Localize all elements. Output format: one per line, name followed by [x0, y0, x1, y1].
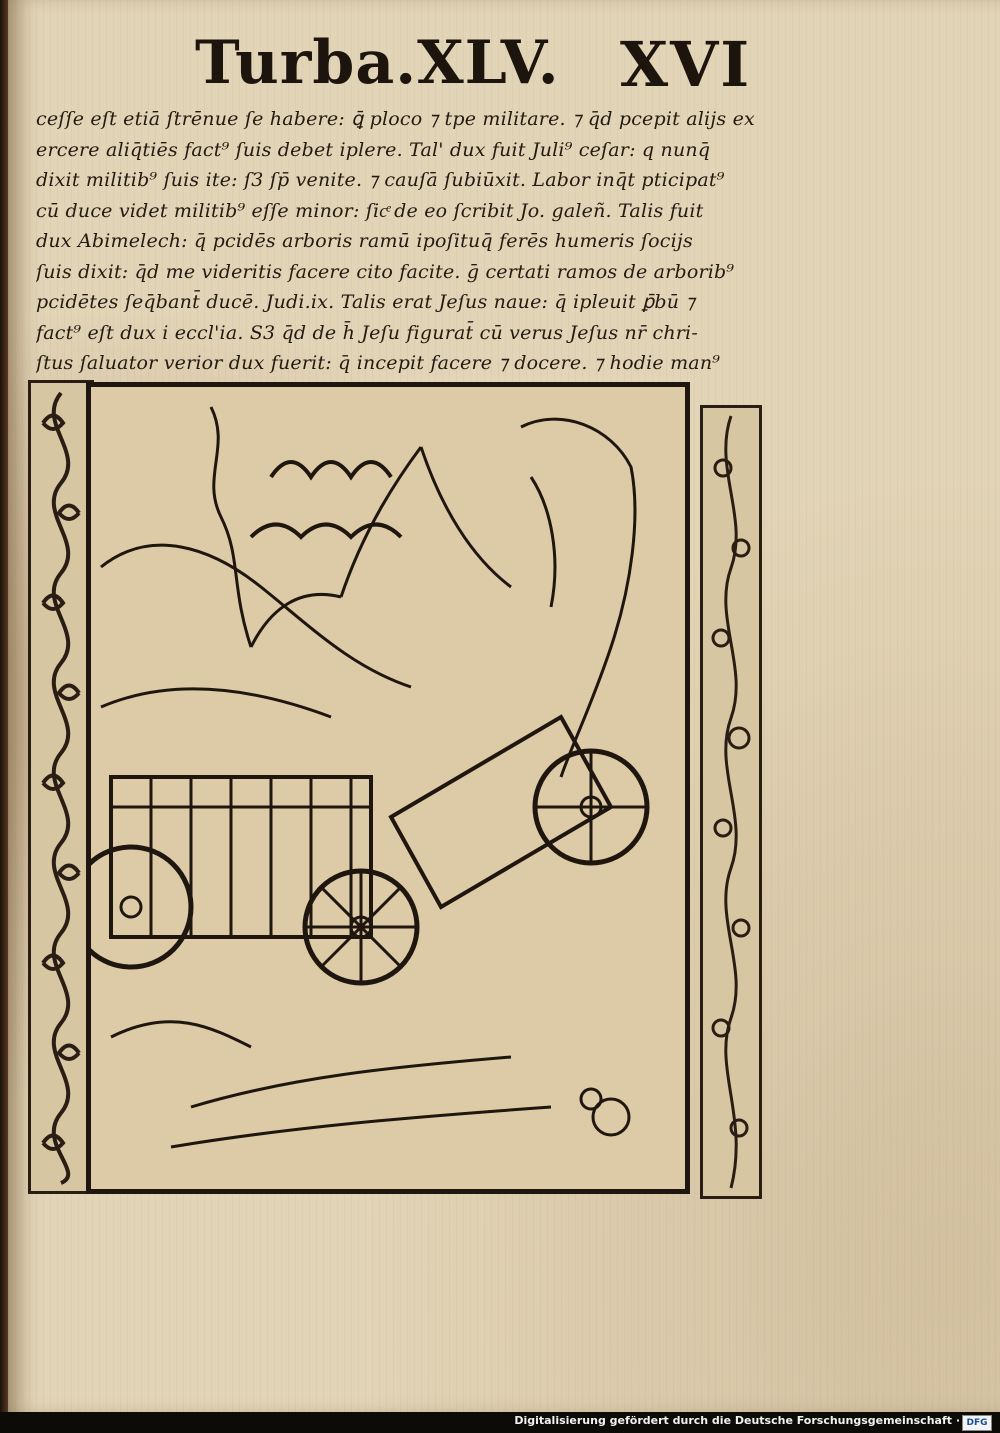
- chapter-heading: Turba.XLV.: [195, 28, 560, 98]
- foliage-ornament-right: [703, 408, 759, 1196]
- text-line: fact⁹ eſt dux i eccl'ia. S3 q̄d de h̄ Jeſu figurat̄ cū verus Jeſus nr̄ chri-: [36, 321, 698, 344]
- folio-number: XVI: [620, 28, 752, 101]
- text-line: dux Abimelech: q̄ pcidēs arboris ramū ipoſituq̄ ferēs humeris ſocijs: [36, 230, 693, 252]
- text-line: dixit militib⁹ ſuis ite: ſ3 ſp̄ venite. ⁊ cauſā ſubiūxit. Labor inq̄t pticipat⁹: [36, 169, 725, 191]
- text-line: ercere aliq̄tiēs fact⁹ ſuis debet iplere. Tal' dux fuit Juli⁹ ceſar: q nunq̄: [36, 138, 711, 161]
- text-line: ceſſe eſt etiā ſtrēnue ſe habere: ꝗ̄ ploco ⁊ tpe militare. ⁊ q̄d pcepit alijs ex: [36, 108, 755, 130]
- text-line: ſtus ſaluator verior dux fuerit: q̄ incepit facere ⁊ docere. ⁊ hodie man⁹: [36, 352, 721, 374]
- cart-scene-image: [91, 387, 685, 1189]
- text-line: pcidētes ſeq̄bant̄ ducē. Judi.ix. Talis erat Jeſus naue: q̄ ipleuit ꝑ̄bū ⁊: [36, 291, 696, 313]
- dfg-logo: DFG: [962, 1415, 992, 1431]
- woodcut-illustration: [86, 382, 690, 1194]
- funding-credit: Digitalisierung gefördert durch die Deutsche Forschungsgemeinschaft ·: [514, 1414, 960, 1427]
- left-floral-border: [28, 380, 94, 1194]
- vine-ornament-left: [31, 383, 91, 1191]
- body-text: [36, 104, 762, 409]
- text-line: cū duce videt militib⁹ eſſe minor: ſicͤ de eo ſcribit Jo. galeñ. Talis fuit: [36, 199, 704, 222]
- footer-bar: [0, 1412, 1000, 1433]
- text-line: ſuis dixit: q̄d me videritis facere cito facite. ḡ certati ramos de arborib⁹: [36, 260, 735, 283]
- right-floral-border: [700, 405, 762, 1199]
